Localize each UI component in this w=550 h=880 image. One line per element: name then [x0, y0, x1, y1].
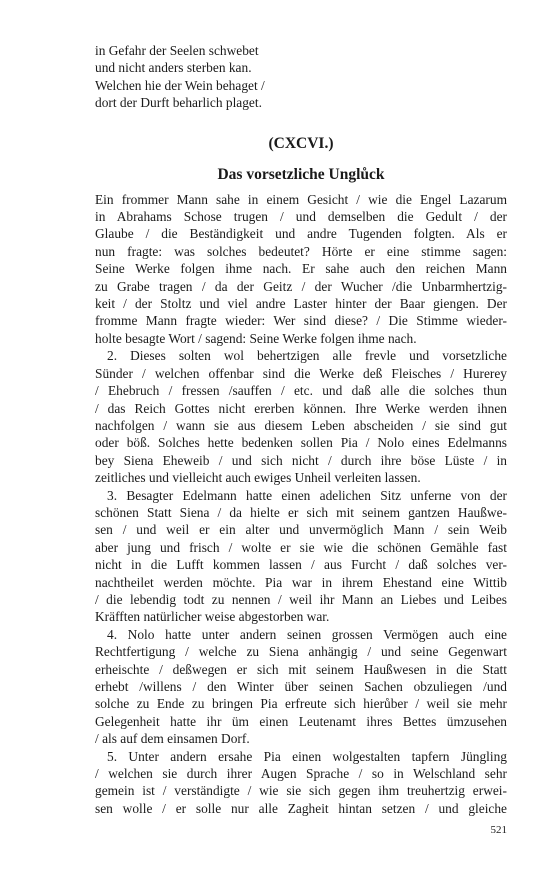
body-text — [95, 191, 507, 818]
text-line: gemein ist / verständigte / wie sie sich gegen ihm treuhertzig erwei- — [95, 783, 507, 799]
text-line: 4. Nolo hatte unter andern seinen grossen Vermögen auch eine — [107, 626, 507, 642]
verse-line: und nicht anders sterben kan. — [95, 60, 252, 76]
text-line: in Abrahams Schose trugen / und demselben die Gedult / der — [95, 209, 507, 225]
text-line: Kräfften natürlicher weise abgestorben war. — [95, 609, 330, 625]
text-line: zu Grabe tragen / da der Geitz / der Wucher /die Unbarmhertzig- — [95, 278, 507, 294]
paragraph — [95, 347, 507, 486]
text-line: / Ehebruch / fressen /sauffen / etc. und daß alle die solches thun — [95, 383, 507, 399]
text-line: sen / und weil er ein alter und unvermöglich Mann / sein Weib — [95, 522, 507, 538]
paragraph — [95, 626, 507, 748]
text-line: / als auf dem einsamen Dorf. — [95, 731, 250, 747]
text-line: / das Reich Gottes nicht ererben können. Ihre Werke werden ihnen — [95, 400, 507, 416]
text-line: oder böß. Solches hette bedenken sollen Pia / Nolo eines Edelmanns — [95, 435, 507, 451]
text-line: erheischte / deßwegen er sich mit seinem Haußwesen in die Statt — [95, 661, 507, 677]
text-line: / die lebendig todt zu nennen / weil ihr Mann an Liebes und Leibes — [95, 591, 507, 607]
verse-block — [95, 42, 507, 112]
text-line: zeitliches und vielleicht auch ewiges Unheil verleiten lassen. — [95, 470, 421, 486]
text-line: Glaube / die Beständigkeit und andre Tugenden folgten. Als er — [95, 226, 507, 242]
text-line: erhebt /willens / den Winter über seinen Sachen obzuliegen /und — [95, 679, 507, 694]
paragraph — [95, 191, 507, 348]
text-line: 5. Unter andern ersahe Pia einen wolgestalten tapfern Jüngling — [107, 748, 507, 764]
text-line: sen wolle / er solle nur alle Zagheit hintan setzen / und gleiche — [95, 800, 507, 816]
text-line: Ein frommer Mann sahe in einem Gesicht / wie die Engel Lazarum — [95, 191, 507, 207]
text-line: aber jung und frisch / wolte er sie wie die schönen Gemähle fast — [95, 539, 507, 555]
text-line: nicht in die Lufft kommen lassen / aus Furcht / daß solches ver- — [95, 557, 507, 573]
text-line: Gelegenheit hatte ihr üm einen Leutenamt ihres Bettes ümzusehen — [95, 713, 507, 729]
paragraph — [95, 487, 507, 626]
text-line: nachfolgen / wann sie aus diesem Leben abscheiden / sie sind gut — [95, 417, 507, 433]
section-title: Das vorsetzliche Unglůck — [217, 165, 385, 183]
text-line: Seine Werke folgen ihme nach. Er sahe auch den reichen Mann — [95, 261, 507, 277]
verse-line: Welchen hie der Wein behaget / — [95, 77, 265, 93]
text-line: nachtheilet werden möchte. Pia war in ihrem Ehestand eine Wittib — [95, 574, 507, 590]
text-line: 3. Besagter Edelmann hatte einen adelichen Sitz unferne von der — [107, 487, 507, 503]
text-line: bey Siena Eheweib / und sich nicht / durch ihre böse Lüste / in — [95, 452, 507, 468]
paragraph — [95, 748, 507, 818]
text-line: Rechtfertigung / welche zu Siena anhängig / und seine Gegenwart — [95, 644, 507, 660]
text-line: solche zu Ende zu bringen Pia erfreute sich hierůber / weil sie mehr — [95, 696, 507, 712]
text-line: schönen Statt Siena / da hielte er sich mit seinem gantzen Haußwe- — [95, 504, 507, 520]
section-number: (CXCVI.) — [268, 134, 334, 152]
text-line: Sünder / welchen offenbar sind die Werke deß Fleisches / Hurerey — [95, 365, 507, 381]
text-line: 2. Dieses solten wol behertzigen alle frevle und vorsetzliche — [107, 348, 507, 364]
verse-line: dort der Durft beharlich plaget. — [95, 95, 262, 111]
text-line: / welchen sie durch ihrer Augen Sprache / so in Welschland sehr — [95, 766, 507, 782]
page-content — [95, 42, 507, 817]
page-number: 521 — [490, 824, 507, 836]
text-line: holte besagte Wort / sagend: Seine Werke folgen ihme nach. — [95, 330, 417, 346]
verse-line: in Gefahr der Seelen schwebet — [95, 43, 259, 58]
text-line: fromme Mann fragte wieder: Wer sind diese? / Die Stimme wieder- — [95, 313, 507, 329]
text-line: keit / der Stoltz und viel andre Laster hinter der Baar giengen. Der — [95, 296, 507, 312]
text-line: nun fragte: was solches bedeutet? Hörte er eine stimme sagen: — [95, 243, 507, 259]
